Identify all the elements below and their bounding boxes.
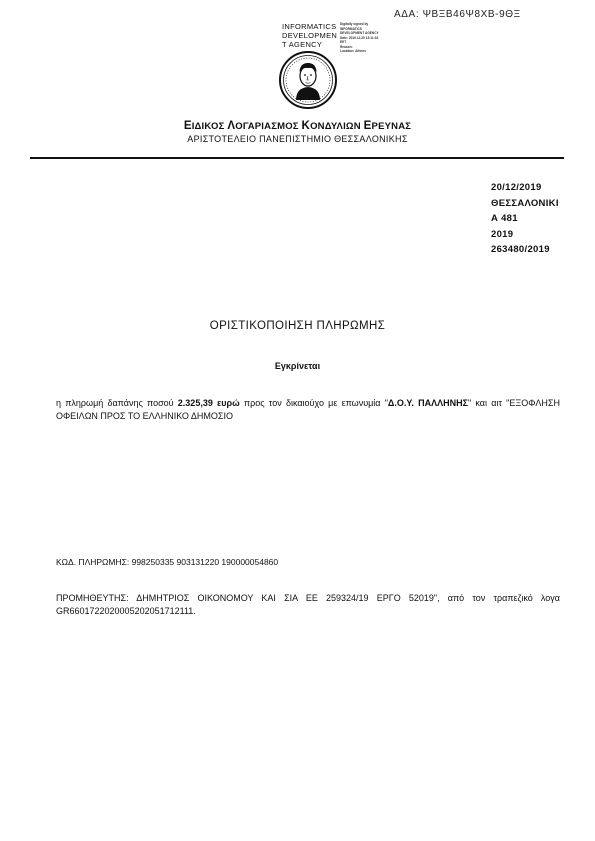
payee-name: Δ.Ο.Υ. ΠΑΛΛΗΝΗΣ bbox=[387, 398, 469, 408]
ada-code: ΑΔΑ: ΨΒΞΒ46Ψ8ΧΒ-9ΘΞ bbox=[394, 9, 521, 20]
signature-signer: INFORMATICS DEVELOPMEN T AGENCY bbox=[282, 22, 338, 49]
supplier-info: ΠΡΟΜΗΘΕΥΤΗΣ: ΔΗΜΗΤΡΙΟΣ ΟΙΚΟΝΟΜΟΥ ΚΑΙ ΣΙΑ ΕΕ 259324/19 ΕΡΓΟ 52019", από τον τραπεζικό λογα GR6601722020005202051712111. bbox=[56, 593, 560, 616]
university-seal-icon bbox=[278, 50, 338, 110]
document-title: ΟΡΙΣΤΙΚΟΠΟΙΗΣΗ ΠΛΗΡΩΜΗΣ bbox=[209, 320, 386, 332]
signature-block bbox=[278, 22, 388, 126]
signature-details: Digitally signed by INFORMATICS DEVELOPMENT AGENCY Date: 2019.12.20 13:11:18 EET Reason: Location: Athens bbox=[340, 22, 379, 53]
organization-subtitle: ΑΡΙΣΤΟΤΕΛΕΙΟ ΠΑΝΕΠΙΣΤΗΜΙΟ ΘΕΣΣΑΛΟΝΙΚΗΣ bbox=[187, 134, 408, 144]
organization-title: ΕΙΔΙΚΟΣ ΛΟΓΑΡΙΑΣΜΟΣ ΚΟΝΔΥΛΙΩΝ ΕΡΕΥΝΑΣ bbox=[183, 120, 412, 132]
approval-heading: Εγκρίνεται bbox=[274, 361, 321, 371]
payment-code: ΚΩΔ. ΠΛΗΡΩΜΗΣ: 998250335 903131220 190000054860 bbox=[56, 557, 279, 567]
payment-amount: 2.325,39 ευρώ bbox=[177, 398, 240, 408]
payment-description: η πληρωμή δαπάνης ποσού 2.325,39 ευρώ προς τον δικαιούχο με επωνυμία "Δ.Ο.Υ. ΠΑΛΛΗΝΗΣ" και αιτ "ΕΞΟΦΛΗΣΗ ΟΦΕΙΛΩΝ ΠΡΟΣ ΤΟ ΕΛΛΗΝΙΚΟ ΔΗΜΟΣΙΟ bbox=[56, 398, 560, 421]
header-divider bbox=[30, 157, 564, 159]
